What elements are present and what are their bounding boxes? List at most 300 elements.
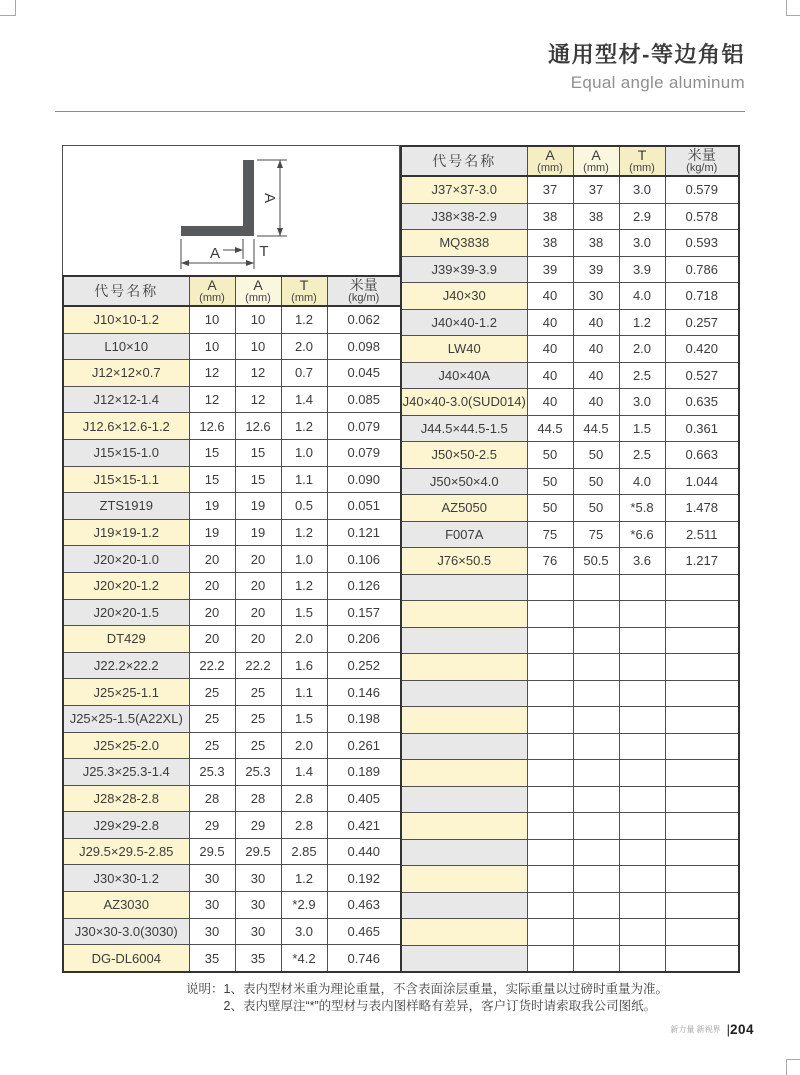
value-cell: *2.9: [281, 892, 327, 919]
value-cell: 10: [235, 306, 281, 333]
value-cell: 0.527: [665, 362, 739, 389]
table-row: [401, 786, 739, 813]
value-cell: 0.126: [327, 572, 401, 599]
value-cell: 76: [527, 548, 573, 575]
value-cell: 3.6: [619, 548, 665, 575]
value-cell: [665, 786, 739, 813]
value-cell: [665, 839, 739, 866]
value-cell: [665, 866, 739, 893]
value-cell: 0.421: [327, 812, 401, 839]
value-cell: [665, 813, 739, 840]
value-cell: 44.5: [573, 415, 619, 442]
profile-horizontal-leg: [181, 226, 254, 236]
code-name-cell: [401, 707, 527, 734]
value-cell: 2.0: [281, 732, 327, 759]
arrow-left: [181, 260, 189, 266]
code-name-cell: [401, 627, 527, 654]
value-cell: [619, 707, 665, 734]
table-row: [63, 572, 401, 599]
value-cell: 30: [189, 918, 235, 945]
table-row: [401, 707, 739, 734]
table-row: [63, 519, 401, 546]
table-row: [63, 599, 401, 626]
value-cell: 20: [189, 546, 235, 573]
table-row: [63, 759, 401, 786]
value-cell: 15: [189, 439, 235, 466]
value-cell: 29.5: [189, 838, 235, 865]
code-name-cell: J20×20-1.2: [63, 572, 189, 599]
value-cell: 20: [235, 626, 281, 653]
code-name-cell: L10×10: [63, 333, 189, 360]
value-cell: 0.079: [327, 413, 401, 440]
label-t: T: [259, 243, 269, 260]
value-cell: 15: [189, 466, 235, 493]
value-cell: [573, 601, 619, 628]
value-cell: 40: [573, 389, 619, 416]
value-cell: 0.257: [665, 309, 739, 336]
value-cell: 3.0: [619, 176, 665, 203]
value-cell: 4.0: [619, 468, 665, 495]
code-name-cell: J25×25-1.1: [63, 679, 189, 706]
value-cell: [665, 707, 739, 734]
value-cell: 37: [527, 176, 573, 203]
table-row: [63, 439, 401, 466]
value-cell: 28: [235, 785, 281, 812]
value-cell: 25: [189, 732, 235, 759]
code-name-cell: J19×19-1.2: [63, 519, 189, 546]
value-cell: 35: [189, 945, 235, 972]
table-row: [401, 945, 739, 972]
table-row: [401, 654, 739, 681]
table-row: [401, 521, 739, 548]
value-cell: 30: [189, 892, 235, 919]
table-row: [401, 256, 739, 283]
value-cell: 19: [235, 519, 281, 546]
code-name-cell: [401, 601, 527, 628]
code-name-cell: J15×15-1.1: [63, 466, 189, 493]
value-cell: 0.146: [327, 679, 401, 706]
value-cell: 30: [235, 918, 281, 945]
table-row: [401, 866, 739, 893]
value-cell: 0.663: [665, 442, 739, 469]
code-name-cell: [401, 813, 527, 840]
value-cell: 1.5: [281, 599, 327, 626]
table-row: [401, 389, 739, 416]
table-row: [63, 360, 401, 387]
code-name-cell: J37×37-3.0: [401, 176, 527, 203]
value-cell: 29: [235, 812, 281, 839]
value-cell: 50: [573, 468, 619, 495]
code-name-cell: J40×30: [401, 283, 527, 310]
value-cell: 15: [235, 466, 281, 493]
value-cell: [619, 627, 665, 654]
value-cell: 38: [573, 230, 619, 257]
value-cell: 50: [573, 495, 619, 522]
code-name-cell: J40×40-3.0(SUD014): [401, 389, 527, 416]
value-cell: [573, 892, 619, 919]
value-cell: 1.1: [281, 679, 327, 706]
table-row: [401, 627, 739, 654]
footer-brand: 新力量 新视界: [670, 1025, 721, 1035]
table-row: [401, 362, 739, 389]
code-name-cell: J40×40-1.2: [401, 309, 527, 336]
value-cell: 75: [527, 521, 573, 548]
col-header: 米量 (kg/m): [665, 146, 739, 176]
value-cell: [619, 654, 665, 681]
value-cell: 0.463: [327, 892, 401, 919]
value-cell: 0.252: [327, 652, 401, 679]
table-row: [63, 785, 401, 812]
code-name-cell: J22.2×22.2: [63, 652, 189, 679]
table-row: [401, 203, 739, 230]
page-footer: [670, 1021, 754, 1039]
table-row: [401, 813, 739, 840]
value-cell: [619, 866, 665, 893]
value-cell: [573, 574, 619, 601]
value-cell: 12: [189, 386, 235, 413]
value-cell: 0.579: [665, 176, 739, 203]
value-cell: 0.578: [665, 203, 739, 230]
value-cell: 40: [527, 336, 573, 363]
col-header: A (mm): [527, 146, 573, 176]
value-cell: 1.478: [665, 495, 739, 522]
code-name-cell: F007A: [401, 521, 527, 548]
value-cell: 3.0: [619, 389, 665, 416]
value-cell: [527, 919, 573, 946]
code-name-cell: J50×50×4.0: [401, 468, 527, 495]
value-cell: [619, 760, 665, 787]
value-cell: [527, 892, 573, 919]
value-cell: 38: [527, 203, 573, 230]
value-cell: 30: [573, 283, 619, 310]
crop-mark-bottom-right: [786, 1059, 800, 1075]
value-cell: [573, 839, 619, 866]
value-cell: 25: [235, 705, 281, 732]
value-cell: [619, 601, 665, 628]
value-cell: 0.085: [327, 386, 401, 413]
value-cell: 1.5: [281, 705, 327, 732]
table-row: [63, 306, 401, 333]
table-header-row: [63, 276, 401, 306]
code-name-cell: J50×50-2.5: [401, 442, 527, 469]
note-line: 1、表内型材米重为理论重量，不含表面涂层重量，实际重量以过磅时重量为准。: [223, 982, 668, 996]
table-row: [401, 760, 739, 787]
value-cell: [573, 627, 619, 654]
value-cell: 50: [573, 442, 619, 469]
value-cell: 29: [189, 812, 235, 839]
value-cell: [527, 839, 573, 866]
table-row: [63, 652, 401, 679]
value-cell: 22.2: [189, 652, 235, 679]
notes-block: [186, 981, 668, 1015]
col-header: 米量 (kg/m): [327, 276, 401, 306]
table-row: [401, 574, 739, 601]
code-name-cell: MQ3838: [401, 230, 527, 257]
value-cell: 2.0: [281, 626, 327, 653]
value-cell: 50.5: [573, 548, 619, 575]
value-cell: 40: [527, 309, 573, 336]
value-cell: 44.5: [527, 415, 573, 442]
value-cell: 12: [189, 360, 235, 387]
page-title: 通用型材-等边角铝: [548, 42, 745, 67]
value-cell: 1.2: [281, 519, 327, 546]
code-name-cell: J25×25-1.5(A22XL): [63, 705, 189, 732]
value-cell: 1.4: [281, 759, 327, 786]
value-cell: 10: [235, 333, 281, 360]
value-cell: 0.189: [327, 759, 401, 786]
value-cell: 30: [235, 892, 281, 919]
value-cell: [527, 786, 573, 813]
table-row: [63, 679, 401, 706]
value-cell: [573, 813, 619, 840]
value-cell: 28: [189, 785, 235, 812]
code-name-cell: J10×10-1.2: [63, 306, 189, 333]
value-cell: 0.405: [327, 785, 401, 812]
value-cell: 0.440: [327, 838, 401, 865]
code-name-cell: J39×39-3.9: [401, 256, 527, 283]
code-name-cell: J28×28-2.8: [63, 785, 189, 812]
value-cell: 29.5: [235, 838, 281, 865]
value-cell: 1.2: [281, 413, 327, 440]
table-row: [63, 865, 401, 892]
code-name-cell: [401, 945, 527, 972]
arrow-t: [235, 247, 243, 253]
value-cell: 22.2: [235, 652, 281, 679]
value-cell: [619, 839, 665, 866]
value-cell: 0.090: [327, 466, 401, 493]
col-header: T (mm): [619, 146, 665, 176]
value-cell: [573, 919, 619, 946]
value-cell: [619, 919, 665, 946]
value-cell: 19: [189, 493, 235, 520]
value-cell: 40: [573, 309, 619, 336]
code-name-cell: [401, 760, 527, 787]
value-cell: 39: [527, 256, 573, 283]
value-cell: 50: [527, 468, 573, 495]
value-cell: 1.2: [281, 572, 327, 599]
table-row: [401, 733, 739, 760]
value-cell: 2.8: [281, 785, 327, 812]
table-row: [401, 892, 739, 919]
value-cell: 50: [527, 442, 573, 469]
value-cell: [573, 680, 619, 707]
value-cell: 75: [573, 521, 619, 548]
code-name-cell: [401, 892, 527, 919]
value-cell: 2.9: [619, 203, 665, 230]
value-cell: 15: [235, 439, 281, 466]
col-header: T (mm): [281, 276, 327, 306]
value-cell: 40: [527, 283, 573, 310]
code-name-cell: J12.6×12.6-1.2: [63, 413, 189, 440]
value-cell: 19: [235, 493, 281, 520]
table-row: [401, 919, 739, 946]
left-table-column: [62, 145, 400, 973]
table-row: [401, 309, 739, 336]
col-header: A (mm): [235, 276, 281, 306]
value-cell: 0.079: [327, 439, 401, 466]
value-cell: 38: [527, 230, 573, 257]
right-table-column: [400, 145, 738, 973]
value-cell: 0.051: [327, 493, 401, 520]
value-cell: [573, 654, 619, 681]
value-cell: [665, 680, 739, 707]
value-cell: 12: [235, 360, 281, 387]
value-cell: 0.106: [327, 546, 401, 573]
value-cell: 0.192: [327, 865, 401, 892]
value-cell: 37: [573, 176, 619, 203]
page-subtitle: Equal angle aluminum: [570, 73, 745, 92]
table-row: [401, 468, 739, 495]
value-cell: 39: [573, 256, 619, 283]
value-cell: 40: [573, 336, 619, 363]
value-cell: [665, 919, 739, 946]
value-cell: 38: [573, 203, 619, 230]
spec-table-left: [62, 275, 402, 973]
arrow-up: [277, 160, 283, 168]
code-name-cell: J40×40A: [401, 362, 527, 389]
value-cell: 1.0: [281, 439, 327, 466]
notes-lines: [224, 981, 668, 1015]
value-cell: 12.6: [235, 413, 281, 440]
value-cell: 0.157: [327, 599, 401, 626]
table-row: [401, 839, 739, 866]
arrow-down: [277, 228, 283, 236]
value-cell: *5.8: [619, 495, 665, 522]
value-cell: 1.5: [619, 415, 665, 442]
value-cell: *4.2: [281, 945, 327, 972]
value-cell: 20: [189, 599, 235, 626]
value-cell: 12.6: [189, 413, 235, 440]
code-name-cell: J25×25-2.0: [63, 732, 189, 759]
value-cell: 50: [527, 495, 573, 522]
code-name-cell: J20×20-1.0: [63, 546, 189, 573]
table-row: [63, 918, 401, 945]
profile-vertical-leg: [243, 160, 254, 236]
col-header: A (mm): [573, 146, 619, 176]
code-name-cell: DT429: [63, 626, 189, 653]
code-name-cell: J30×30-1.2: [63, 865, 189, 892]
value-cell: 30: [189, 865, 235, 892]
value-cell: 25: [189, 679, 235, 706]
value-cell: 35: [235, 945, 281, 972]
value-cell: 10: [189, 306, 235, 333]
value-cell: 25.3: [189, 759, 235, 786]
value-cell: 0.261: [327, 732, 401, 759]
table-row: [63, 812, 401, 839]
code-name-cell: LW40: [401, 336, 527, 363]
value-cell: [573, 786, 619, 813]
table-row: [63, 546, 401, 573]
label-a-horizontal: A: [209, 245, 221, 262]
value-cell: 0.045: [327, 360, 401, 387]
code-name-cell: J30×30-3.0(3030): [63, 918, 189, 945]
value-cell: [665, 733, 739, 760]
code-name-cell: [401, 654, 527, 681]
value-cell: 0.7: [281, 360, 327, 387]
value-cell: [665, 760, 739, 787]
value-cell: [527, 813, 573, 840]
value-cell: *6.6: [619, 521, 665, 548]
value-cell: 40: [573, 362, 619, 389]
value-cell: [665, 627, 739, 654]
table-row: [63, 892, 401, 919]
code-name-cell: [401, 839, 527, 866]
value-cell: [527, 945, 573, 972]
value-cell: 0.098: [327, 333, 401, 360]
value-cell: 10: [189, 333, 235, 360]
value-cell: [619, 892, 665, 919]
arrow-right: [246, 260, 254, 266]
table-header-row: [401, 146, 739, 176]
value-cell: 2.511: [665, 521, 739, 548]
value-cell: 0.718: [665, 283, 739, 310]
value-cell: [573, 866, 619, 893]
code-name-cell: [401, 866, 527, 893]
value-cell: [573, 760, 619, 787]
code-name-cell: J20×20-1.5: [63, 599, 189, 626]
code-name-cell: [401, 733, 527, 760]
value-cell: 25: [235, 679, 281, 706]
table-row: [63, 705, 401, 732]
code-name-cell: J38×38-2.9: [401, 203, 527, 230]
value-cell: [619, 786, 665, 813]
col-header: 代号名称: [63, 276, 189, 306]
value-cell: 2.0: [619, 336, 665, 363]
table-row: [401, 176, 739, 203]
value-cell: 19: [189, 519, 235, 546]
value-cell: [665, 892, 739, 919]
value-cell: 3.0: [619, 230, 665, 257]
value-cell: 0.198: [327, 705, 401, 732]
value-cell: 3.0: [281, 918, 327, 945]
crop-mark-top-right: [786, 0, 800, 16]
notes-label: 说明：: [186, 982, 224, 996]
col-header: 代号名称: [401, 146, 527, 176]
table-row: [401, 548, 739, 575]
spec-table-right: [400, 145, 740, 973]
value-cell: 0.786: [665, 256, 739, 283]
value-cell: 3.9: [619, 256, 665, 283]
crop-mark-top-left: [0, 0, 16, 16]
value-cell: 0.635: [665, 389, 739, 416]
table-row: [63, 945, 401, 972]
table-row: [401, 680, 739, 707]
value-cell: 1.4: [281, 386, 327, 413]
header-rule: [55, 111, 745, 112]
value-cell: 1.217: [665, 548, 739, 575]
value-cell: 0.062: [327, 306, 401, 333]
value-cell: [665, 945, 739, 972]
code-name-cell: J44.5×44.5-1.5: [401, 415, 527, 442]
value-cell: 0.593: [665, 230, 739, 257]
footer-divider: |: [726, 1022, 730, 1037]
code-name-cell: J12×12-1.4: [63, 386, 189, 413]
value-cell: [619, 945, 665, 972]
value-cell: 0.420: [665, 336, 739, 363]
code-name-cell: J12×12×0.7: [63, 360, 189, 387]
table-row: [63, 466, 401, 493]
value-cell: 2.5: [619, 362, 665, 389]
value-cell: 20: [189, 626, 235, 653]
table-row: [401, 495, 739, 522]
code-name-cell: J29×29-2.8: [63, 812, 189, 839]
value-cell: 0.121: [327, 519, 401, 546]
value-cell: [527, 866, 573, 893]
col-header: A (mm): [189, 276, 235, 306]
value-cell: [527, 574, 573, 601]
value-cell: 2.85: [281, 838, 327, 865]
code-name-cell: [401, 680, 527, 707]
